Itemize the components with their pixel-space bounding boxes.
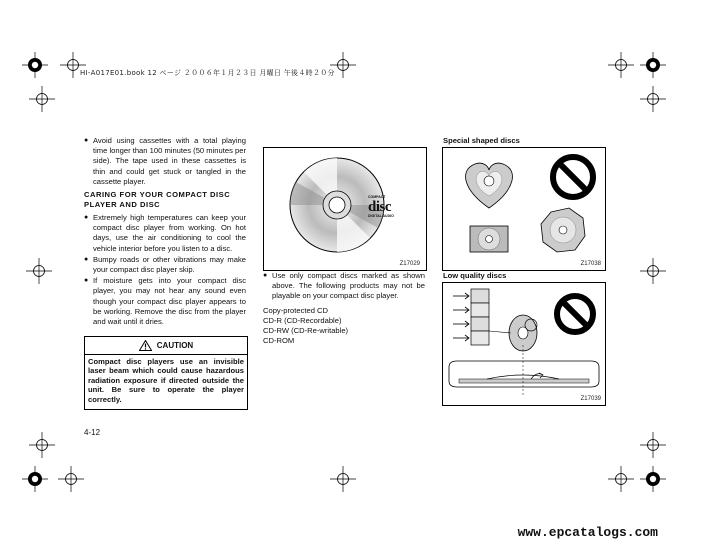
- page-number: 4-12: [84, 428, 101, 437]
- registration-mark: [640, 432, 666, 458]
- registration-mark: [608, 466, 634, 492]
- caution-label: CAUTION: [156, 341, 194, 350]
- registration-mark: [640, 52, 666, 78]
- low-quality-title: Low quality discs: [443, 271, 507, 280]
- registration-mark: [608, 52, 634, 78]
- registration-mark: [640, 258, 666, 284]
- registration-mark: [640, 466, 666, 492]
- bullet-vibration: ● Bumpy roads or other vibrations may make your compact disc player skip.: [84, 255, 246, 275]
- caution-header: [85, 337, 247, 355]
- registration-mark: [640, 86, 666, 112]
- bullet-temperature: ● Extremely high temperatures can keep your compact disc player from working. On hot days, use the air conditioning to cool the vehicle interior before you listen to a disc.: [84, 213, 246, 254]
- compact-disc-logo: [368, 196, 408, 218]
- product-item: CD-ROM: [263, 336, 295, 346]
- caution-box: [84, 336, 248, 410]
- footer-watermark: www.epcatalogs.com: [517, 525, 658, 540]
- product-item: Copy-protected CD: [263, 305, 328, 315]
- print-header: HI-A017E01.book 12 ページ ２００６年１月２３日 月曜日 午後４時２０分: [80, 69, 335, 77]
- registration-mark: [29, 432, 55, 458]
- registration-mark: [22, 52, 48, 78]
- logo-top-text: COMPACT: [368, 195, 386, 199]
- warning-triangle-icon: [139, 340, 152, 351]
- figure-code: Z17039: [580, 396, 601, 402]
- product-item: CD-R (CD-Recordable): [263, 315, 342, 325]
- left-column: [84, 136, 246, 328]
- logo-bottom-text: DIGITAL AUDIO: [368, 213, 394, 218]
- bullet-moisture: ● If moisture gets into your compact disc player, you may not hear any sound even though your compact disc player appears to be working. Remove the disc from the player and wait until it dries.: [84, 276, 246, 327]
- cd-figure: [263, 147, 427, 271]
- caution-text: Compact disc players use an invisible laser beam which could cause hazardous radiation exposure if directed outside the unit. Be sure to operate the player correctly.: [88, 357, 244, 404]
- special-shaped-discs-image: [443, 148, 605, 270]
- bullet-use-marked-discs: ● Use only compact discs marked as shown above. The following products may not be playable on your compact disc player.: [263, 271, 425, 302]
- product-item: CD-RW (CD-Re-writable): [263, 326, 349, 336]
- middle-column: [263, 271, 425, 346]
- special-discs-title: Special shaped discs: [443, 136, 520, 145]
- registration-mark: [29, 86, 55, 112]
- registration-mark: [58, 466, 84, 492]
- special-discs-figure: [442, 147, 606, 271]
- registration-mark: [26, 258, 52, 284]
- bullet-cassette: ● Avoid using cassettes with a total playing time longer than 100 minutes (50 minutes per side). The tape used in these cassettes is thin and could get stuck or tangled in the cassette player.: [84, 136, 246, 187]
- logo-main-text: disc: [368, 198, 392, 215]
- registration-mark: [22, 466, 48, 492]
- figure-code: Z17038: [580, 261, 601, 267]
- registration-mark: [330, 466, 356, 492]
- low-quality-discs-image: [443, 283, 605, 405]
- section-heading: CARING FOR YOUR COMPACT DISC PLAYER AND DISC: [84, 190, 231, 210]
- low-quality-figure: [442, 282, 606, 406]
- figure-code: Z17029: [399, 261, 420, 267]
- product-list: [263, 306, 425, 347]
